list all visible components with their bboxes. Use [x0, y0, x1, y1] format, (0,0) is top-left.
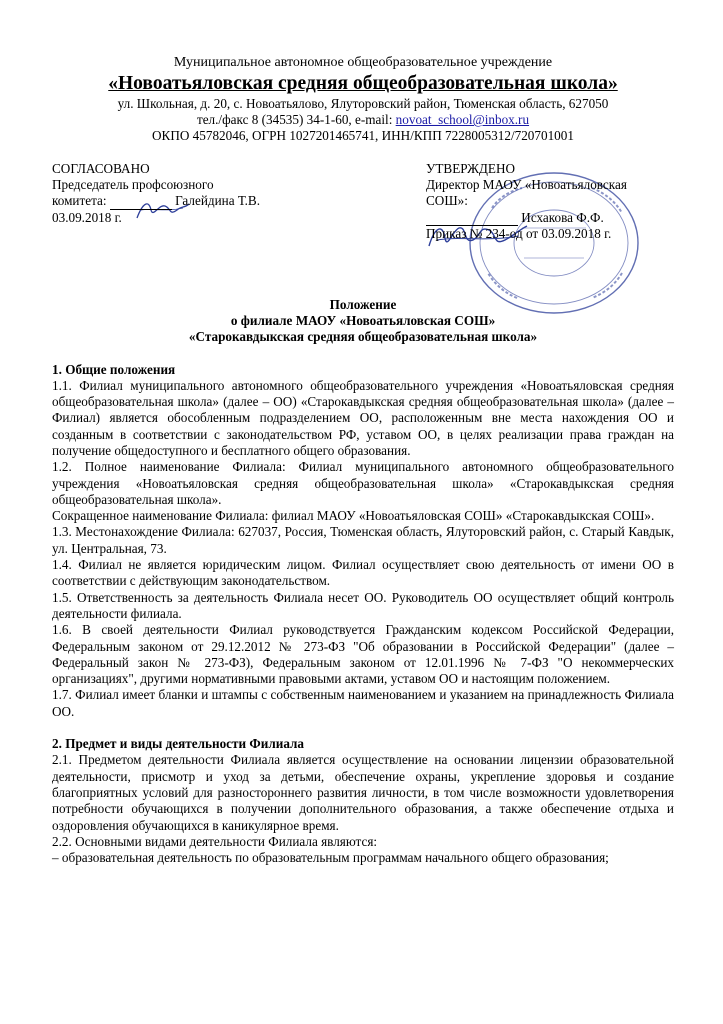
approved-label: УТВЕРЖДЕНО	[426, 160, 516, 176]
paragraph-1-6: 1.6. В своей деятельности Филиал руководствуется Гражданским кодексом Российской Федерации, Федеральным законом от 29.12.2012 № 273-ФЗ "Об образовании в Российской Федерации" (далее – Федеральный закон № 273-ФЗ), Федеральным законом от 12.01.1996 № 7-ФЗ "О некоммерческих организациях", другими нормативными правовыми актами, уставом ОО и настоящим положением.	[52, 622, 674, 687]
agreed-date: 03.09.2018 г.	[52, 209, 122, 225]
letterhead	[52, 54, 674, 145]
paragraph-1-1: 1.1. Филиал муниципального автономного общеобразовательного учреждения «Новоатьяловская средняя общеобразовательная школа» (далее – ОО) «Старокавдыкская средняя общеобразовательная школа» (далее – Филиал) является обособленным подразделением ОО, расположенным вне места нахождения ОО и созданным в соответствии с законодательством РФ, уставом ОО, в целях реализации права граждан на получение общедоступного и бесплатного общего образования.	[52, 377, 674, 458]
approved-org: СОШ»:	[426, 193, 468, 209]
paragraph-1-2-short: Сокращенное наименование Филиала: филиал МАОУ «Новоатьяловская СОШ» «Старокавдыкская СОШ».	[52, 508, 655, 524]
section-1-heading: 1. Общие положения	[52, 361, 176, 377]
agreed-block	[52, 161, 332, 226]
org-address: ул. Школьная, д. 20, с. Новоатьялово, Ялуторовский район, Тюменская область, 627050	[117, 96, 609, 111]
title-line-1: Положение	[329, 296, 397, 312]
approved-signature-line	[426, 210, 686, 226]
title-line-2: о филиале МАОУ «Новоатьяловская СОШ»	[230, 312, 496, 328]
paragraph-1-7: 1.7. Филиал имеет бланки и штампы с собственным наименованием и указанием на принадлежность Филиала ОО.	[52, 687, 674, 719]
approved-order: Приказ № 234-од от 03.09.2018 г.	[426, 225, 612, 241]
approved-name: Исхакова Ф.Ф.	[518, 209, 604, 225]
agreed-name: Галейдина Т.В.	[171, 193, 260, 209]
org-codes: ОКПО 45782046, ОГРН 1027201465741, ИНН/КПП 7228005312/720701001	[152, 128, 574, 144]
section-2-heading: 2. Предмет и виды деятельности Филиала	[52, 736, 305, 752]
paragraph-1-4: 1.4. Филиал не является юридическим лицом. Филиал осуществляет свою деятельность от имени ОО в соответствии с действующим законодательством.	[52, 557, 674, 589]
paragraph-1-2: 1.2. Полное наименование Филиала: Филиал муниципального автономного общеобразовательного учреждения «Новоатьяловская средняя общеобразовательная школа» «Старокавдыкская средняя общеобразовательная школа».	[52, 459, 674, 507]
paragraph-2-2: 2.2. Основными видами деятельности Филиала являются:	[52, 833, 378, 849]
paragraph-1-3: 1.3. Местонахождение Филиала: 627037, Россия, Тюменская область, Ялуторовский район, с. Старый Кавдык, ул. Центральная, 73.	[52, 524, 674, 556]
agreed-position: Председатель профсоюзного	[52, 176, 214, 192]
email-link[interactable]: novoat_school@inbox.ru	[395, 112, 530, 128]
org-contacts	[52, 112, 674, 128]
paragraph-2-2-item: – образовательная деятельность по образовательным программам начального общего образования;	[52, 850, 609, 866]
document-title	[52, 297, 674, 346]
document-page	[52, 54, 674, 866]
paragraph-2-1: 2.1. Предметом деятельности Филиала является осуществление на основании лицензии образовательной деятельности, присмотр и уход за детьми, обеспечение охраны, укрепление здоровья и создание благоприятных условий для разностороннего развития личности, в том числе возможности удовлетворения потребности обучающихся в получении дополнительного образования, а также обеспечение отдыха и оздоровления обучающихся в каникулярное время.	[52, 752, 674, 833]
agreed-label: СОГЛАСОВАНО	[52, 160, 150, 176]
approval-block	[52, 161, 674, 281]
phone-text: тел./факс 8 (34535) 34-1-60, e-mail:	[196, 112, 396, 128]
title-line-3: «Старокавдыкская средняя общеобразовательная школа»	[188, 329, 538, 345]
signature-blank	[426, 213, 518, 226]
agreed-signature-line	[52, 193, 332, 209]
org-type: Муниципальное автономное общеобразовательное учреждение	[173, 55, 553, 70]
agreed-committee: комитета:	[52, 193, 110, 209]
approved-position: Директор МАОУ «Новоатьяловская	[426, 176, 627, 192]
signature-blank	[110, 197, 172, 210]
approved-block	[426, 161, 686, 242]
org-name: «Новоатьяловская средняя общеобразовательная школа»	[108, 73, 618, 94]
paragraph-1-5: 1.5. Ответственность за деятельность Филиала несет ОО. Руководитель ОО осуществляет общий контроль деятельности филиала.	[52, 589, 674, 621]
